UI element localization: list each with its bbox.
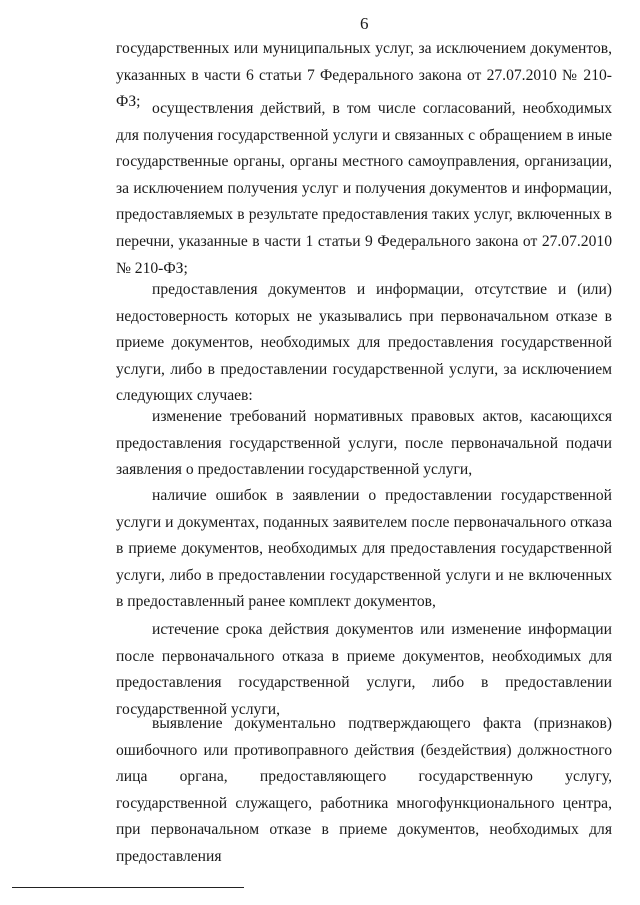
paragraph-2-block: [116, 96, 612, 282]
paragraph-5-block: [116, 483, 612, 616]
paragraph-2: осуществления действий, в том числе согласований, необходимых для получения государственной услуги и связанных с обращением в иные государственные органы, органы местного самоуправления, организации, за исключением получения услуг и получения документов и информации, предоставляемых в результате предоставления таких услуг, включенных в перечни, указанные в части 1 статьи 9 Федерального закона от 27.07.2010 № 210-ФЗ;: [116, 100, 612, 277]
paragraph-7: выявление документально подтверждающего факта (признаков) ошибочного или противоправного действия (бездействия) должностного лица органа, предоставляющего государственную услугу, государственной служащего, работника многофункционального центра, при первоначальном отказе в приеме документов, необходимых для предоставления: [116, 715, 612, 865]
paragraph-3: предоставления документов и информации, отсутствие и (или) недостоверность которых не указывались при первоначальном отказе в приеме документов, необходимых для предоставления государственной услуги, либо в предоставлении государственной услуги, за исключением следующих случаев:: [116, 281, 612, 405]
paragraph-1: государственных или муниципальных услуг, за исключением документов, указанных в части 6 статьи 7 Федерального закона от 27.07.2010 № 210-ФЗ;: [116, 40, 612, 111]
paragraph-5: наличие ошибок в заявлении о предоставлении государственной услуги и документах, поданных заявителем после первоначального отказа в приеме документов, необходимых для предоставления государственной услуги, либо в предоставлении государственной услуги и не включенных в предоставленный ранее комплект документов,: [116, 487, 612, 611]
paragraph-4: изменение требований нормативных правовых актов, касающихся предоставления государственной услуги, после первоначальной подачи заявления о предоставлении государственной услуги,: [116, 408, 612, 479]
footer-rule: [12, 887, 244, 888]
paragraph-4-block: [116, 404, 612, 484]
paragraph-6: истечение срока действия документов или изменение информации после первоначального отказа в приеме документов, необходимых для предоставления государственной услуги, либо в предоставлении государственной услуги,: [116, 621, 612, 718]
paragraph-3-block: [116, 277, 612, 410]
paragraph-6-block: [116, 617, 612, 723]
paragraph-7-block: [116, 711, 612, 871]
page-number: 6: [360, 14, 369, 33]
